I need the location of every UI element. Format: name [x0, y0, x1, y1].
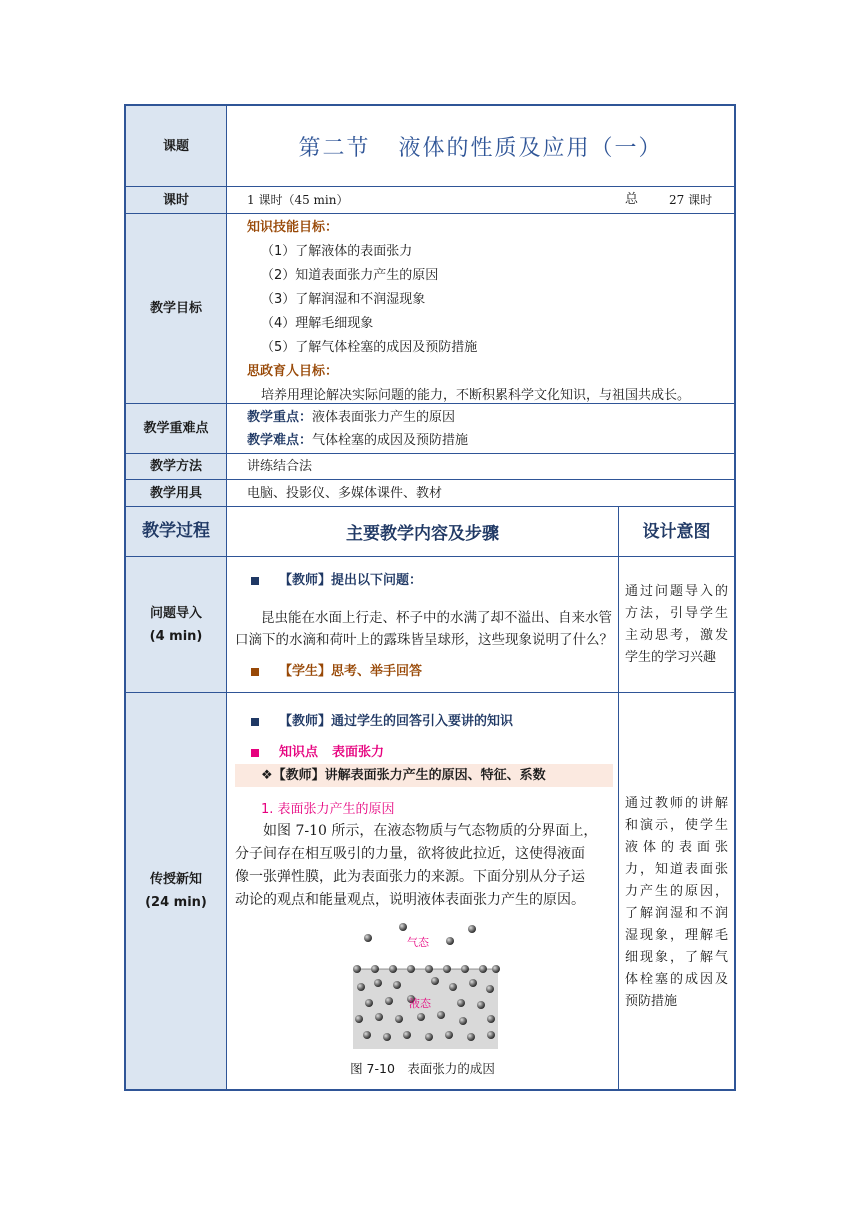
method-value: 讲练结合法 [247, 459, 313, 474]
intro-student: 【学生】思考、举手回答 [279, 664, 423, 679]
new-knowledge-intent: 通过教师的讲解和演示，使学生液体的表面张力，知道表面张力产生的原因，了解润湿和不润湿现象，理解毛细现象，了解气体栓塞的成因及预防措施 [618, 693, 734, 1089]
new-teacher: 【教师】通过学生的回答引入要讲的知识 [279, 714, 514, 729]
explain-text: ❖【教师】讲解表面张力产生的原因、特征、系数 [261, 768, 546, 783]
row-tools [126, 480, 734, 507]
lesson-table [124, 104, 736, 1091]
row-process-header [126, 507, 734, 557]
row-key-points [126, 404, 734, 454]
intro-intent: 通过问题导入的方法，引导学生主动思考，激发学生的学习兴趣 [618, 557, 734, 692]
knowledge-point [279, 744, 384, 762]
intro-label-line1: 问题导入 [149, 605, 202, 621]
section-title: 液体的性质及应用（一） [398, 135, 663, 161]
difficulty-line [247, 432, 468, 450]
objective-item: （2）知道表面张力产生的原因 [261, 268, 439, 283]
bullet-square-icon [251, 577, 259, 585]
row-hours [126, 187, 734, 214]
focus-text: 液体表面张力产生的原因 [312, 410, 456, 425]
tools-cell [227, 480, 734, 506]
label-intro [126, 557, 227, 692]
intro-cell [227, 557, 618, 692]
focus-label: 教学重点： [247, 410, 313, 425]
bullet-square-icon [251, 718, 259, 726]
new-label-line1: 传授新知 [149, 872, 202, 887]
para-line3: 像一张弹性膜，此为表面张力的来源。下面分别从分子运 [235, 869, 585, 885]
intro-question-line2: 口滴下的水滴和荷叶上的露珠皆呈球形，这些现象说明了什么？ [235, 632, 613, 648]
objective-item: （5）了解气体栓塞的成因及预防措施 [261, 340, 478, 355]
knowledge-title: 知识技能目标： [247, 220, 339, 235]
objective-item: （4）理解毛细现象 [261, 316, 374, 331]
point-label: 知识点 [279, 745, 319, 760]
bullet-square-icon [251, 668, 259, 676]
row-new-knowledge [126, 693, 734, 1089]
ideology-text: 培养用理论解决实际问题的能力，不断积累科学文化知识，与祖国共成长。 [261, 388, 691, 403]
new-knowledge-cell [227, 693, 618, 1089]
row-intro [126, 557, 734, 693]
explain-banner [235, 764, 613, 787]
label-hours: 课时 [126, 187, 227, 213]
section-number: 第二节 [298, 135, 371, 161]
hours-value: 1 课时（45 min） [247, 193, 349, 207]
method-cell [227, 454, 734, 479]
label-key-points: 教学重难点 [126, 404, 227, 453]
objective-item: （3）了解润湿和不润湿现象 [261, 292, 426, 307]
new-label-line2: (24 min) [145, 895, 207, 910]
figure-caption: 图 7-10 表面张力的成因 [350, 1061, 495, 1076]
label-tools: 教学用具 [126, 480, 227, 506]
liquid-label: 液态 [409, 998, 431, 1010]
total-value: 27 课时 [669, 193, 713, 207]
intro-question-line1: 昆虫能在水面上行走、杯子中的水满了却不溢出、自来水管 [261, 610, 612, 626]
tools-value: 电脑、投影仪、多媒体课件、教材 [247, 486, 443, 501]
difficulty-text: 气体栓塞的成因及预防措施 [312, 433, 469, 448]
subhead: 1. 表面张力产生的原因 [261, 802, 395, 817]
focus-line [247, 409, 455, 427]
total-label: 总 [625, 192, 639, 207]
bullet-square-icon [251, 749, 259, 757]
header-intent-cell [618, 507, 734, 556]
header-process: 教学过程 [126, 507, 227, 556]
header-content: 主要教学内容及步骤 [346, 524, 499, 544]
row-topic [126, 106, 734, 187]
row-objectives [126, 214, 734, 404]
para-line1: 如图 7-10 所示，在液态物质与气态物质的分界面上， [263, 823, 598, 839]
label-objectives: 教学目标 [126, 214, 227, 403]
surface-tension-figure [345, 917, 505, 1049]
objective-item: （1）了解液体的表面张力 [261, 244, 413, 259]
gas-label: 气态 [407, 937, 429, 949]
key-points-cell [227, 404, 734, 453]
header-content-cell [227, 507, 618, 556]
lesson-title [227, 106, 734, 186]
label-topic: 课题 [126, 106, 227, 186]
label-new-knowledge [126, 693, 227, 1089]
header-intent: 设计意图 [642, 521, 711, 542]
objectives-cell [227, 214, 734, 403]
para-line4: 动论的观点和能量观点，说明液体表面张力产生的原因。 [235, 892, 585, 908]
intro-label-line2: (4 min) [149, 628, 203, 644]
point-title: 表面张力 [332, 745, 385, 760]
row-method [126, 454, 734, 480]
ideology-title: 思政育人目标： [247, 364, 339, 379]
intro-teacher: 【教师】提出以下问题： [279, 573, 423, 588]
difficulty-label: 教学难点： [247, 433, 313, 448]
label-method: 教学方法 [126, 454, 227, 479]
para-line2: 分子间存在相互吸引的力量，欲将彼此拉近，这使得液面 [235, 846, 585, 862]
hours-cell [227, 187, 734, 213]
